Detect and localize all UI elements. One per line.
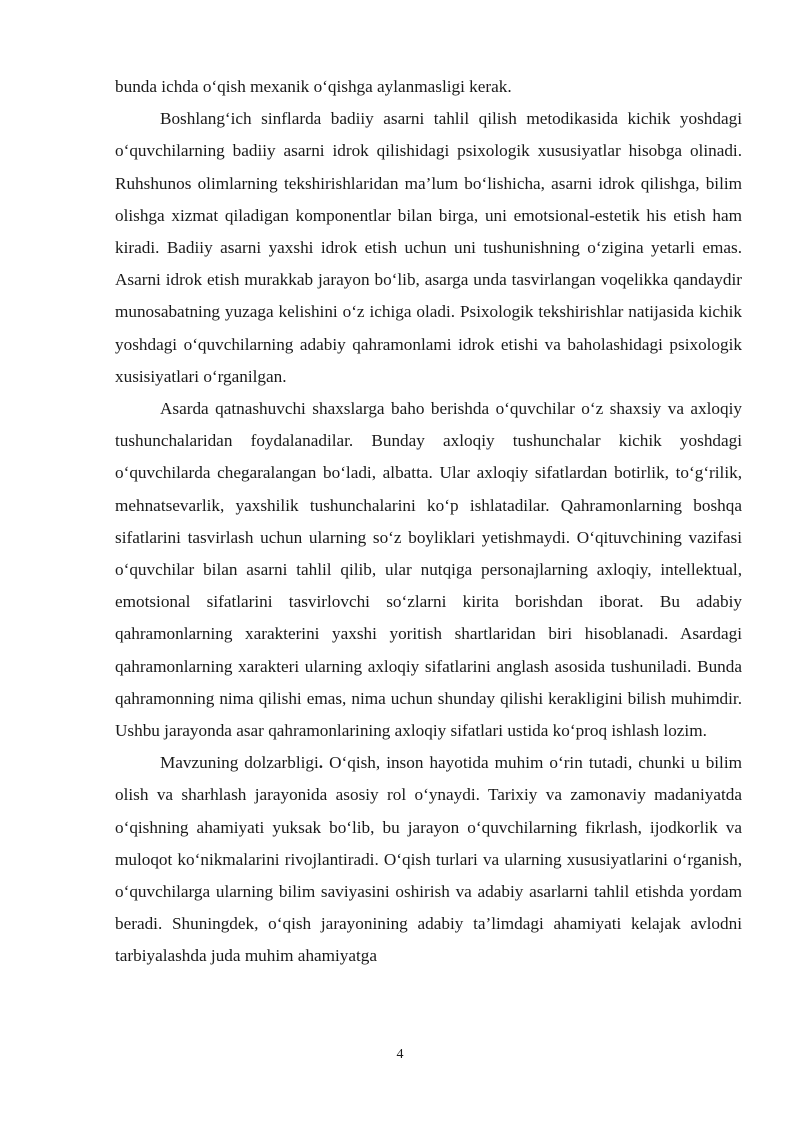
paragraph-relevance [115, 747, 742, 972]
paragraph-text: Boshlang‘ich sinflarda badiiy asarni tahlil qilish metodikasida kichik yoshdagi o‘quvchilarning badiiy asarni idrok qilishidagi psixologik xususiyatlar hisobga olinadi. Ruhshunos olimlarning tekshirishlaridan ma’lum bo‘lishicha, asarni idrok qilishga, bilim olishga xizmat qiladigan komponentlar bilan birga, uni emotsional-estetik his etish ham kiradi. Badiiy asarni yaxshi idrok etish uchun uni tushunishning o‘zigina yetarli emas. Asarni idrok etish murakkab jarayon bo‘lib, asarga unda tasvirlangan voqelikka qandaydir munosabatning yuzaga kelishini o‘z ichiga oladi. Psixologik tekshirishlar natijasida kichik yoshdagi o‘quvchilarning adabiy qahramonlami idrok etishi va baholashidagi psixologik xusisiyatlari o‘rganilgan. [115, 109, 742, 386]
page-number: 4 [396, 1047, 404, 1062]
paragraph-text: O‘qish, inson hayotida muhim o‘rin tutadi, chunki u bilim olish va sharhlash jarayonida asosiy rol o‘ynaydi. Tarixiy va zamonaviy madaniyatda o‘qishning ahamiyati yuksak bo‘lib, bu jarayon o‘quvchilarning fikrlash, ijodkorlik va muloqot ko‘nikmalarini rivojlantiradi. O‘qish turlari va ularning xususiyatlarini o‘rganish, o‘quvchilarga ularning bilim saviyasini oshirish va adabiy asarlarni tahlil etishda yordam beradi. Shuningdek, o‘qish jarayonining adabiy ta’limdagi ahamiyati kelajak avlodni tarbiyalashda juda muhim ahamiyatga [115, 753, 742, 966]
paragraph-psychology [115, 103, 742, 393]
document-body [115, 71, 742, 973]
section-lead-punctuation: . [318, 753, 324, 773]
paragraph-moral-qualities [115, 393, 742, 747]
paragraph-continuation [115, 71, 742, 103]
paragraph-text: bunda ichda o‘qish mexanik o‘qishga aylanmasligi kerak. [115, 77, 512, 96]
section-lead: Mavzuning dolzarbligi [160, 753, 319, 773]
paragraph-text: Asarda qatnashuvchi shaxslarga baho berishda o‘quvchilar o‘z shaxsiy va axloqiy tushunchalaridan foydalanadilar. Bunday axloqiy tushunchalar kichik yoshdagi o‘quvchilarda chegaralangan bo‘ladi, albatta. Ular axloqiy sifatlardan botirlik, to‘g‘rilik, mehnatsevarlik, yaxshilik tushunchalarini ko‘p ishlatadilar. Qahramonlarning boshqa sifatlarini tasvirlash uchun ularning so‘z boyliklari yetishmaydi. O‘qituvchining vazifasi o‘quvchilar bilan asarni tahlil qilib, ular nutqiga personajlarning axloqiy, intellektual, emotsional sifatlarini tasvirlovchi so‘zlarni kirita borishdan iborat. Bu adabiy qahramonlarning xarakterini yaxshi yoritish shartlaridan biri hisoblanadi. Asardagi qahramonlarning xarakteri ularning axloqiy sifatlarini anglash asosida tushuniladi. Bunda qahramonning nima qilishi emas, nima uchun shunday qilishi kerakligini bilish muhimdir. Ushbu jarayonda asar qahramonlarining axloqiy sifatlari ustida ko‘proq ishlash lozim. [115, 399, 742, 741]
